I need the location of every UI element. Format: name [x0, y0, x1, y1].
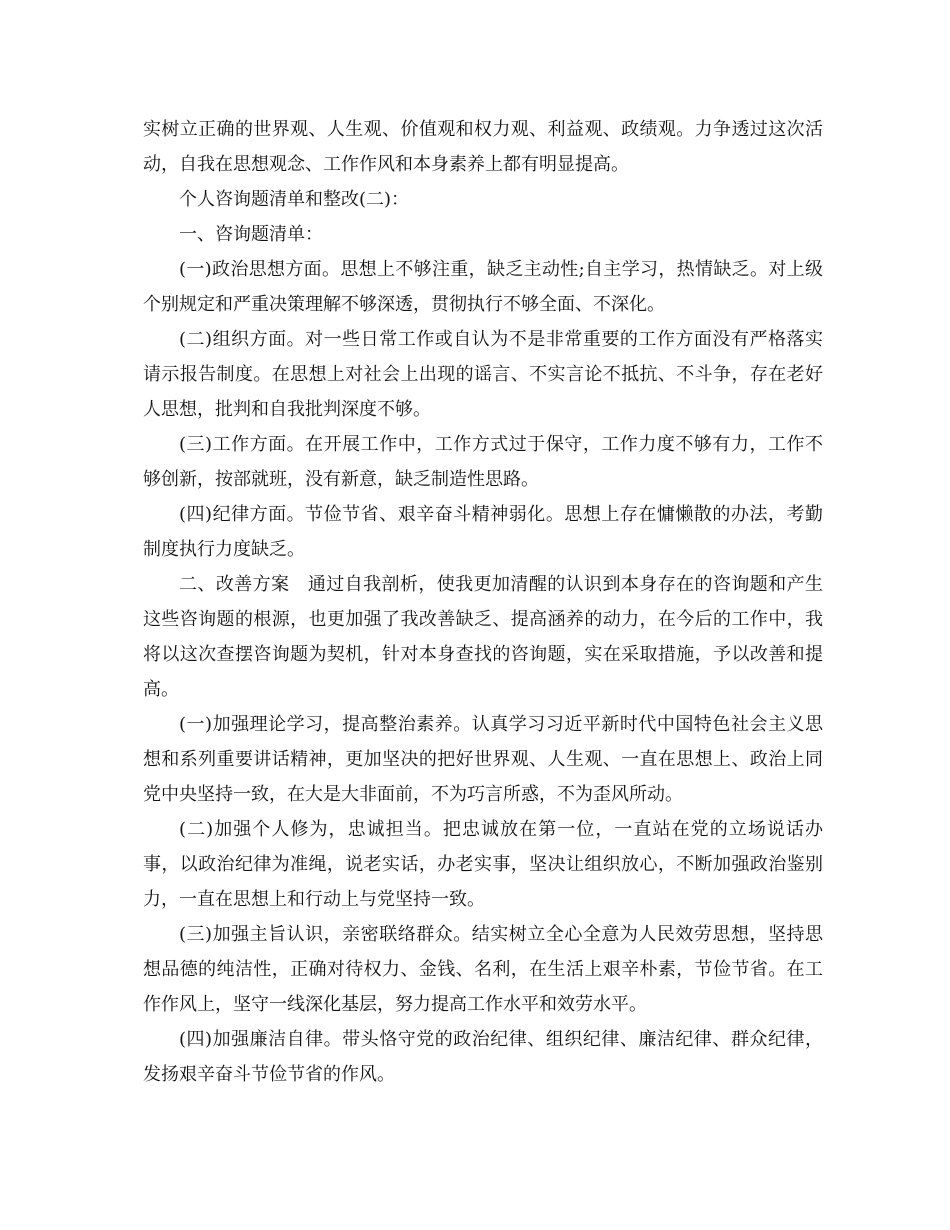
paragraph-purpose-awareness: (三)加强主旨认识，亲密联络群众。结实树立全心全意为人民效劳思想，坚持思想品德的纯洁性，正确对待权力、金钱、名利，在生活上艰辛朴素，节俭节省。在工作作风上，坚守一线深化基层，努力提高工作水平和效劳水平。 [143, 924, 823, 1015]
paragraph-work: (三)工作方面。在开展工作中，工作方式过于保守，工作力度不够有力，工作不够创新，按部就班，没有新意，缺乏制造性思路。 [143, 434, 823, 490]
paragraph-continuation: 实树立正确的世界观、人生观、价值观和权力观、利益观、政绩观。力争透过这次活动，自我在思想观念、工作作风和本身素养上都有明显提高。 [143, 119, 823, 175]
document-page [143, 112, 823, 1092]
paragraph-discipline: (四)纪律方面。节俭节省、艰辛奋斗精神弱化。思想上存在慵懒散的办法，考勤制度执行力度缺乏。 [143, 504, 823, 560]
heading-issue-list: 一、咨询题清单： [179, 224, 323, 245]
paragraph-personal-cultivation: (二)加强个人修为，忠诚担当。把忠诚放在第一位，一直站在党的立场说话办事，以政治纪律为准绳，说老实话，办老实事，坚决让组织放心，不断加强政治鉴别力，一直在思想上和行动上与党坚持一致。 [143, 819, 823, 910]
paragraph-theory-study: (一)加强理论学习，提高整治素养。认真学习习近平新时代中国特色社会主义思想和系列重要讲话精神，更加坚决的把好世界观、人生观、一直在思想上、政治上同党中央坚持一致，在大是大非面前，不为巧言所惑，不为歪风所动。 [143, 714, 823, 805]
paragraph-political-thought: (一)政治思想方面。思想上不够注重，缺乏主动性;自主学习，热情缺乏。对上级个别规定和严重决策理解不够深透，贯彻执行不够全面、不深化。 [143, 259, 823, 315]
section-heading-issue-list-2: 个人咨询题清单和整改(二)： [179, 189, 410, 210]
paragraph-organization: (二)组织方面。对一些日常工作或自认为不是非常重要的工作方面没有严格落实请示报告制度。在思想上对社会上出现的谣言、不实言论不抵抗、不斗争，存在老好人思想，批判和自我批判深度不够。 [143, 329, 823, 420]
paragraph-integrity: (四)加强廉洁自律。带头恪守党的政治纪律、组织纪律、廉洁纪律、群众纪律，发扬艰辛奋斗节俭节省的作风。 [143, 1029, 823, 1085]
paragraph-improvement-plan: 二、改善方案 通过自我剖析，使我更加清醒的认识到本身存在的咨询题和产生这些咨询题的根源，也更加强了我改善缺乏、提高涵养的动力，在今后的工作中，我将以这次查摆咨询题为契机，针对本身查找的咨询题，实在采取措施，予以改善和提高。 [143, 574, 823, 700]
